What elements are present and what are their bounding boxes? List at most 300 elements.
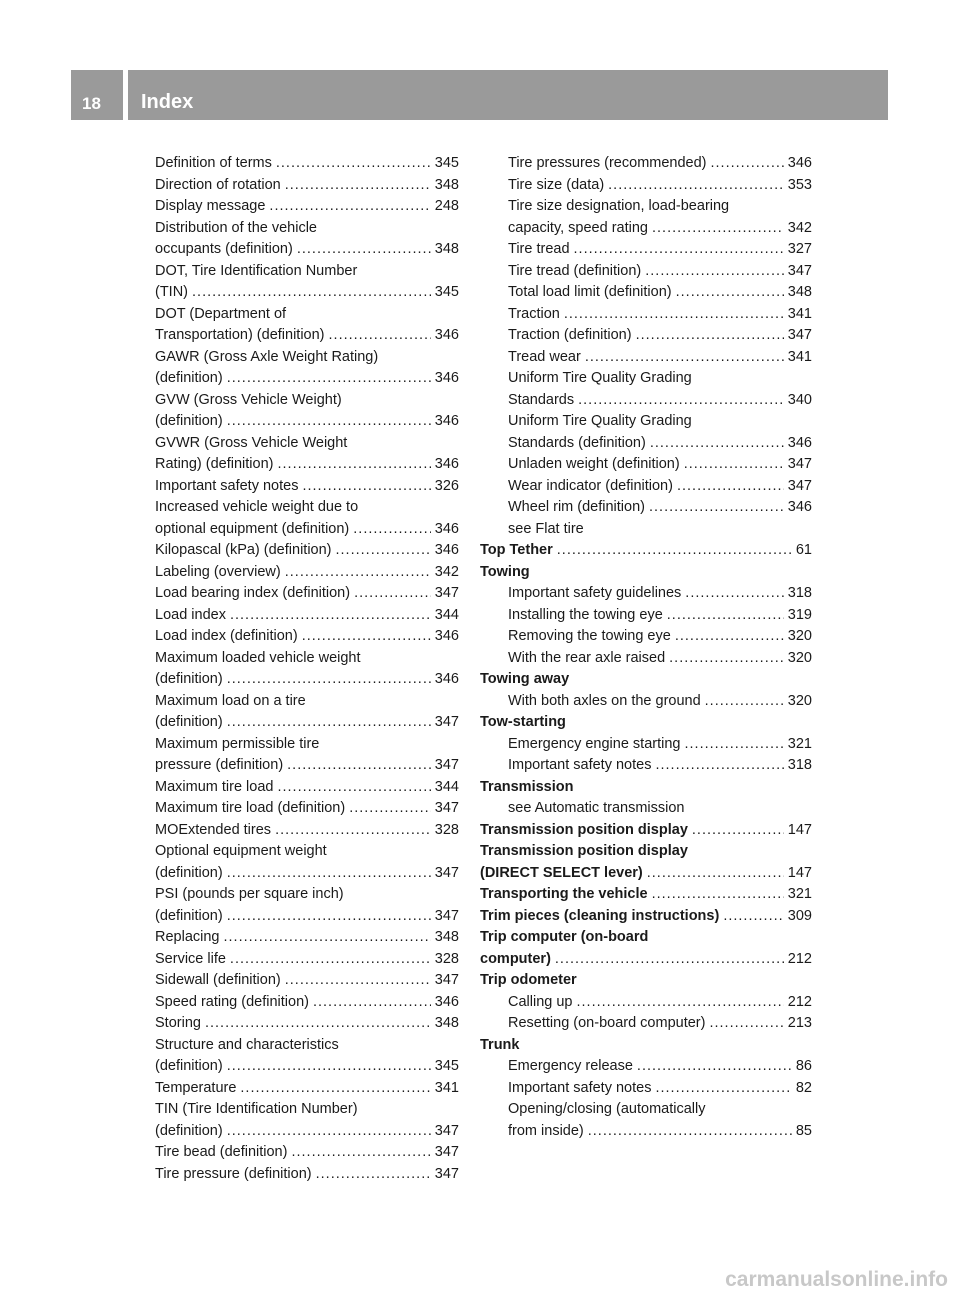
index-entry xyxy=(480,347,812,369)
index-entry xyxy=(155,175,459,197)
index-entry xyxy=(480,820,812,842)
index-entry-text: Transportation) (definition) xyxy=(155,327,325,343)
index-entry xyxy=(480,218,812,240)
index-entry xyxy=(155,454,459,476)
leader-dots xyxy=(655,1078,791,1100)
index-entry xyxy=(155,626,459,648)
index-entry xyxy=(155,755,459,777)
index-entry-text: Structure and characteristics xyxy=(155,1036,339,1053)
leader-dots xyxy=(297,239,431,261)
index-entry xyxy=(155,1099,459,1121)
leader-dots xyxy=(557,540,792,562)
index-entry xyxy=(480,282,812,304)
index-entry-page: 346 xyxy=(434,542,459,558)
leader-dots xyxy=(652,218,784,240)
index-entry-text: (definition) xyxy=(155,714,223,730)
index-entry-text: (definition) xyxy=(155,1122,223,1139)
index-entry xyxy=(480,1078,812,1100)
index-entry-text: Display message xyxy=(155,198,266,214)
index-entry-text: Maximum tire load xyxy=(155,778,274,795)
index-entry-text: Service life xyxy=(155,950,226,967)
index-entry-text: Definition of terms xyxy=(155,155,272,171)
index-entry-page: 344 xyxy=(434,606,459,623)
index-entry xyxy=(155,1035,459,1057)
index-entry-page: 347 xyxy=(434,907,459,924)
index-entry-text: Uniform Tire Quality Grading xyxy=(508,370,692,386)
leader-dots xyxy=(709,1013,783,1035)
index-entry xyxy=(480,863,812,885)
index-entry-text: Uniform Tire Quality Grading xyxy=(508,413,692,429)
index-entry xyxy=(155,347,459,369)
index-entry xyxy=(155,1142,459,1164)
leader-dots xyxy=(205,1013,431,1035)
index-entry-page: 346 xyxy=(787,155,812,171)
leader-dots xyxy=(302,476,430,498)
index-entry-page: 320 xyxy=(787,692,812,709)
leader-dots xyxy=(685,583,784,605)
index-entry-page: 346 xyxy=(434,413,459,429)
index-entry-page: 348 xyxy=(434,929,459,945)
index-entry-page: 319 xyxy=(787,606,812,623)
leader-dots xyxy=(291,1142,430,1164)
index-entry xyxy=(155,777,459,799)
index-entry-page: 342 xyxy=(434,563,459,580)
index-entry xyxy=(480,1056,812,1078)
leader-dots xyxy=(285,970,431,992)
index-entry-page: 309 xyxy=(787,907,812,924)
leader-dots xyxy=(224,927,431,949)
leader-dots xyxy=(285,562,431,584)
index-entry xyxy=(480,1099,812,1121)
index-entry-text: Distribution of the vehicle xyxy=(155,219,317,236)
index-entry-page: 86 xyxy=(795,1058,812,1074)
index-entry-text: Towing away xyxy=(480,671,570,687)
index-entry-page: 344 xyxy=(434,778,459,795)
index-entry xyxy=(155,390,459,412)
index-entry xyxy=(480,1013,812,1035)
index-entry-text: pressure (definition) xyxy=(155,757,284,773)
leader-dots xyxy=(349,798,431,820)
leader-dots xyxy=(227,1121,431,1143)
index-entry-page: 320 xyxy=(787,628,812,644)
index-entry xyxy=(155,261,459,283)
index-entry xyxy=(480,368,812,390)
index-entry-text: Important safety guidelines xyxy=(508,585,682,601)
index-entry-text: capacity, speed rating xyxy=(508,219,648,236)
leader-dots xyxy=(227,712,431,734)
leader-dots xyxy=(684,454,784,476)
index-entry-page: 345 xyxy=(434,155,459,171)
header-bar xyxy=(128,70,888,120)
index-entry xyxy=(480,906,812,928)
index-entry xyxy=(155,712,459,734)
index-entry-text: Important safety notes xyxy=(508,757,652,773)
index-entry-text: Tire pressures (recommended) xyxy=(508,155,707,171)
index-entry-page: 347 xyxy=(434,1144,459,1160)
index-entry-page: 347 xyxy=(787,456,812,472)
leader-dots xyxy=(227,669,431,691)
page-number: 18 xyxy=(82,94,101,113)
leader-dots xyxy=(588,1121,792,1143)
index-entry-page: 347 xyxy=(434,757,459,773)
index-entry xyxy=(480,239,812,261)
index-entry-text: Important safety notes xyxy=(508,1079,652,1096)
index-entry-text: Rating) (definition) xyxy=(155,456,274,472)
leader-dots xyxy=(555,949,784,971)
index-entry-text: Labeling (overview) xyxy=(155,563,281,580)
index-entry-page: 346 xyxy=(787,499,812,515)
index-entry-text: Direction of rotation xyxy=(155,176,281,193)
index-entry-text: see Flat tire xyxy=(508,520,584,537)
index-entry-page: 321 xyxy=(787,735,812,752)
index-entry-text: Standards xyxy=(508,391,575,408)
index-entry xyxy=(155,1164,459,1186)
index-entry xyxy=(155,411,459,433)
index-column-left xyxy=(155,153,459,1185)
index-entry-text: Load bearing index (definition) xyxy=(155,585,351,601)
index-entry-text: Removing the towing eye xyxy=(508,628,671,644)
leader-dots xyxy=(227,368,431,390)
index-entry xyxy=(480,411,812,433)
index-entry-page: 353 xyxy=(787,176,812,193)
leader-dots xyxy=(711,153,784,175)
index-entry xyxy=(155,691,459,713)
index-entry xyxy=(480,669,812,691)
index-entry-text: Installing the towing eye xyxy=(508,606,663,623)
index-entry-text: PSI (pounds per square inch) xyxy=(155,886,344,902)
index-entry-text: Total load limit (definition) xyxy=(508,284,672,300)
index-entry-page: 326 xyxy=(434,477,459,494)
index-entry-page: 347 xyxy=(434,972,459,988)
index-entry xyxy=(480,583,812,605)
index-entry-page: 347 xyxy=(434,1165,459,1182)
index-entry xyxy=(480,841,812,863)
index-entry-text: Transmission position display xyxy=(480,821,688,838)
index-entry-text: Maximum load on a tire xyxy=(155,692,306,709)
index-entry-page: 345 xyxy=(434,284,459,300)
index-entry xyxy=(480,433,812,455)
leader-dots xyxy=(577,992,784,1014)
index-entry-page: 341 xyxy=(787,305,812,322)
index-entry-text: Load index xyxy=(155,606,226,623)
index-entry-text: Increased vehicle weight due to xyxy=(155,499,359,515)
index-entry xyxy=(480,712,812,734)
index-entry xyxy=(155,519,459,541)
index-entry-text: Tire bead (definition) xyxy=(155,1144,288,1160)
watermark: carmanualsonline.info xyxy=(725,1268,948,1291)
index-entry-text: Tread wear xyxy=(508,348,581,365)
index-entry-text: Maximum permissible tire xyxy=(155,735,320,752)
index-entry-text: (definition) xyxy=(155,864,223,881)
leader-dots xyxy=(192,282,431,304)
index-entry-page: 346 xyxy=(434,456,459,472)
index-entry-text: Opening/closing (automatically xyxy=(508,1101,706,1117)
index-entry xyxy=(480,454,812,476)
leader-dots xyxy=(677,476,784,498)
index-entry-text: GAWR (Gross Axle Weight Rating) xyxy=(155,348,379,365)
index-entry-text: Towing xyxy=(480,563,530,580)
index-entry xyxy=(480,1121,812,1143)
index-entry-page: 212 xyxy=(787,993,812,1010)
index-entry-text: optional equipment (definition) xyxy=(155,520,350,537)
index-entry-text: (DIRECT SELECT lever) xyxy=(480,864,643,881)
index-entry-text: Top Tether xyxy=(480,542,553,558)
index-entry-text: MOExtended tires xyxy=(155,821,272,838)
index-entry-text: Tire size designation, load-bearing xyxy=(508,198,730,214)
index-entry xyxy=(480,325,812,347)
index-entry xyxy=(480,691,812,713)
index-entry-text: Transmission position display xyxy=(480,843,688,859)
index-entry-text: Emergency release xyxy=(508,1058,633,1074)
index-entry-page: 348 xyxy=(787,284,812,300)
index-entry-page: 328 xyxy=(434,821,459,838)
leader-dots xyxy=(675,626,784,648)
index-entry-text: (definition) xyxy=(155,907,223,924)
leader-dots xyxy=(353,519,431,541)
leader-dots xyxy=(578,390,784,412)
index-entry xyxy=(155,433,459,455)
index-entry-text: GVW (Gross Vehicle Weight) xyxy=(155,391,342,408)
index-entry-page: 346 xyxy=(434,520,459,537)
index-entry-text: Wear indicator (definition) xyxy=(508,477,673,494)
index-entry-text: Tire tread (definition) xyxy=(508,262,642,279)
index-entry-page: 347 xyxy=(787,477,812,494)
index-entry xyxy=(155,497,459,519)
index-entry-text: Transporting the vehicle xyxy=(480,886,648,902)
index-entry-text: (TIN) xyxy=(155,284,189,300)
index-entry xyxy=(480,777,812,799)
index-entry-page: 82 xyxy=(795,1079,812,1096)
index-entry-text: Temperature xyxy=(155,1079,237,1096)
index-entry-page: 347 xyxy=(787,327,812,343)
leader-dots xyxy=(329,325,431,347)
leader-dots xyxy=(652,884,784,906)
index-entry-text: DOT (Department of xyxy=(155,305,287,322)
leader-dots xyxy=(277,454,430,476)
index-entry-page: 147 xyxy=(787,821,812,838)
leader-dots xyxy=(667,605,784,627)
index-entry xyxy=(480,304,812,326)
leader-dots xyxy=(276,153,431,175)
index-entry-page: 347 xyxy=(787,262,812,279)
index-entry xyxy=(155,669,459,691)
index-entry-page: 347 xyxy=(434,1122,459,1139)
index-entry-page: 346 xyxy=(434,671,459,687)
index-entry-page: 342 xyxy=(787,219,812,236)
index-entry-page: 346 xyxy=(434,993,459,1010)
index-entry-text: Emergency engine starting xyxy=(508,735,681,752)
index-entry-text: Trim pieces (cleaning instructions) xyxy=(480,907,720,924)
index-entry xyxy=(155,949,459,971)
index-entry-page: 320 xyxy=(787,649,812,666)
index-entry xyxy=(480,175,812,197)
index-entry xyxy=(480,519,812,541)
index-entry xyxy=(155,1013,459,1035)
leader-dots xyxy=(723,906,783,928)
index-entry-text: Unladen weight (definition) xyxy=(508,456,680,472)
index-entry xyxy=(155,562,459,584)
leader-dots xyxy=(692,820,784,842)
index-entry-page: 328 xyxy=(434,950,459,967)
index-entry-page: 347 xyxy=(434,864,459,881)
index-entry xyxy=(155,884,459,906)
index-entry xyxy=(155,605,459,627)
index-entry-text: Trunk xyxy=(480,1036,520,1053)
index-entry-page: 348 xyxy=(434,241,459,257)
index-entry-page: 318 xyxy=(787,757,812,773)
index-entry xyxy=(155,820,459,842)
index-entry xyxy=(480,798,812,820)
index-entry xyxy=(480,562,812,584)
index-entry xyxy=(155,476,459,498)
index-entry-text: DOT, Tire Identification Number xyxy=(155,262,358,279)
index-entry xyxy=(480,970,812,992)
index-entry-page: 348 xyxy=(434,1015,459,1031)
index-entry xyxy=(155,196,459,218)
index-entry xyxy=(480,626,812,648)
index-entry-text: GVWR (Gross Vehicle Weight xyxy=(155,434,348,451)
index-entry xyxy=(155,583,459,605)
index-entry-page: 147 xyxy=(787,864,812,881)
index-entry xyxy=(480,540,812,562)
index-entry-page: 348 xyxy=(434,176,459,193)
index-entry-page: 318 xyxy=(787,585,812,601)
index-entry xyxy=(155,368,459,390)
index-entry xyxy=(480,390,812,412)
index-column-right xyxy=(480,153,812,1142)
index-entry-text: Speed rating (definition) xyxy=(155,993,309,1010)
leader-dots xyxy=(645,261,784,283)
index-entry xyxy=(155,218,459,240)
leader-dots xyxy=(285,175,431,197)
index-entry-text: Trip computer (on-board xyxy=(480,929,649,945)
index-entry-page: 212 xyxy=(787,950,812,967)
leader-dots xyxy=(275,820,431,842)
index-entry-text: With the rear axle raised xyxy=(508,649,666,666)
index-entry-page: 347 xyxy=(434,585,459,601)
index-entry-text: Storing xyxy=(155,1015,201,1031)
index-entry xyxy=(155,734,459,756)
index-entry xyxy=(480,261,812,283)
leader-dots xyxy=(705,691,784,713)
index-entry-text: Tire tread xyxy=(508,241,570,257)
index-entry-text: Calling up xyxy=(508,993,573,1010)
leader-dots xyxy=(585,347,784,369)
leader-dots xyxy=(227,411,431,433)
index-entry xyxy=(155,906,459,928)
index-entry-page: 341 xyxy=(434,1079,459,1096)
index-entry-page: 321 xyxy=(787,886,812,902)
leader-dots xyxy=(240,1078,430,1100)
index-entry xyxy=(480,884,812,906)
index-entry-text: Tow-starting xyxy=(480,714,566,730)
index-entry-page: 213 xyxy=(787,1015,812,1031)
index-entry-text: Transmission xyxy=(480,778,574,795)
index-entry xyxy=(480,648,812,670)
index-entry-text: computer) xyxy=(480,950,551,967)
leader-dots xyxy=(227,863,431,885)
leader-dots xyxy=(227,906,431,928)
leader-dots xyxy=(277,777,430,799)
index-entry-text: Optional equipment weight xyxy=(155,843,327,859)
index-entry-text: Wheel rim (definition) xyxy=(508,499,645,515)
index-entry xyxy=(480,1035,812,1057)
index-entry-page: 327 xyxy=(787,241,812,257)
leader-dots xyxy=(608,175,784,197)
index-entry-page: 85 xyxy=(795,1122,812,1139)
index-entry-text: Traction (definition) xyxy=(508,327,632,343)
index-entry-text: Trip odometer xyxy=(480,972,577,988)
index-entry-text: With both axles on the ground xyxy=(508,692,701,709)
index-entry-page: 340 xyxy=(787,391,812,408)
index-entry-text: Tire pressure (definition) xyxy=(155,1165,312,1182)
index-entry-text: Tire size (data) xyxy=(508,176,605,193)
index-entry xyxy=(480,605,812,627)
leader-dots xyxy=(354,583,431,605)
index-entry-text: (definition) xyxy=(155,413,223,429)
index-entry xyxy=(155,1078,459,1100)
leader-dots xyxy=(227,1056,431,1078)
index-entry-text: Replacing xyxy=(155,929,220,945)
index-entry-text: Traction xyxy=(508,305,560,322)
index-entry xyxy=(480,153,812,175)
index-entry-text: Resetting (on-board computer) xyxy=(508,1015,706,1031)
index-entry xyxy=(155,304,459,326)
leader-dots xyxy=(637,1056,792,1078)
index-entry xyxy=(155,992,459,1014)
index-entry-page: 346 xyxy=(434,327,459,343)
leader-dots xyxy=(649,497,784,519)
index-entry xyxy=(155,1121,459,1143)
index-entry xyxy=(155,540,459,562)
index-entry-text: Kilopascal (kPa) (definition) xyxy=(155,542,332,558)
index-entry-text: Maximum tire load (definition) xyxy=(155,800,346,816)
index-entry xyxy=(155,841,459,863)
leader-dots xyxy=(685,734,784,756)
index-entry xyxy=(155,648,459,670)
index-entry-page: 341 xyxy=(787,348,812,365)
index-entry xyxy=(480,927,812,949)
index-entry-text: from inside) xyxy=(508,1122,584,1139)
index-entry-page: 346 xyxy=(434,628,459,644)
leader-dots xyxy=(564,304,784,326)
index-entry-text: (definition) xyxy=(155,370,223,386)
index-entry xyxy=(155,863,459,885)
leader-dots xyxy=(655,755,783,777)
index-entry-page: 347 xyxy=(434,714,459,730)
index-entry-text: see Automatic transmission xyxy=(508,800,685,816)
index-entry-text: Standards (definition) xyxy=(508,434,646,451)
leader-dots xyxy=(647,863,784,885)
index-entry xyxy=(155,239,459,261)
index-entry-text: (definition) xyxy=(155,1058,223,1074)
index-entry xyxy=(155,798,459,820)
index-entry xyxy=(155,970,459,992)
leader-dots xyxy=(650,433,784,455)
index-entry xyxy=(480,196,812,218)
leader-dots xyxy=(302,626,431,648)
index-entry xyxy=(155,282,459,304)
index-entry xyxy=(155,927,459,949)
index-entry-text: (definition) xyxy=(155,671,223,687)
leader-dots xyxy=(269,196,430,218)
page-title: Index xyxy=(141,91,194,113)
index-entry xyxy=(480,497,812,519)
index-entry-text: Load index (definition) xyxy=(155,628,298,644)
index-entry-page: 346 xyxy=(434,370,459,386)
leader-dots xyxy=(636,325,784,347)
leader-dots xyxy=(574,239,784,261)
